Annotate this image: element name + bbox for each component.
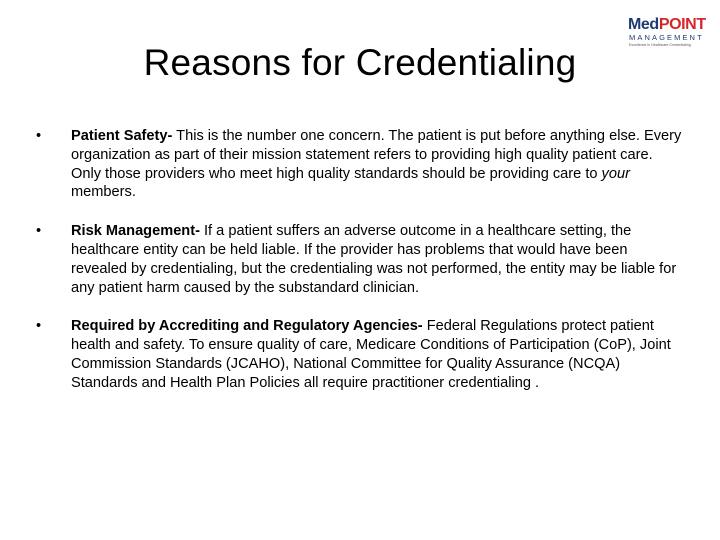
bullet-glyph: • xyxy=(36,128,42,144)
medpoint-logo xyxy=(626,16,706,52)
bullet-patient-safety xyxy=(36,127,686,202)
bullet-text: Federal Regulations protect patient health and safety. To ensure quality of care, Medicare Conditions of Participation (CoP), Joint Commission Standards (JCAHO), National Committee for Quality Assurance (NCQA) Standards and Health Plan Policies all require practitioner credentialing . xyxy=(71,318,671,391)
logo-brand-left: Med xyxy=(628,16,659,33)
logo-brand-right: POINT xyxy=(658,16,706,33)
bullet-text-end: members. xyxy=(71,184,136,201)
bullet-accrediting-agencies xyxy=(36,317,686,392)
bullet-text: If a patient suffers an adverse outcome in a healthcare setting, the healthcare entity can be held liable. If the provider has problems that would have been revealed by credentialing, but the credentialing was not performed, the entity may be liable for any patient harm caused by the substandard clinician. xyxy=(71,223,677,296)
bullet-emphasis: your xyxy=(601,165,630,182)
bullet-risk-management xyxy=(36,222,686,297)
bullet-heading: Required by Accrediting and Regulatory Agencies- xyxy=(71,318,423,335)
logo-subtitle: MANAGEMENT xyxy=(629,33,704,42)
bullet-heading: Patient Safety- xyxy=(71,128,173,144)
bullet-text: This is the number one concern. The patient is put before anything else. Every organization as part of their mission statement refers to providing high quality patient care. Only those providers who meet high quality standards should be providing care to xyxy=(71,128,682,182)
logo-tagline: Excellence in Healthcare Credentialing xyxy=(629,43,691,47)
bullet-heading: Risk Management- xyxy=(71,223,200,240)
slide-title: Reasons for Credentialing xyxy=(143,42,577,83)
logo-wordmark xyxy=(628,16,706,34)
bullet-glyph: • xyxy=(36,318,42,335)
bullet-glyph: • xyxy=(36,223,42,240)
bullet-list xyxy=(36,127,686,413)
